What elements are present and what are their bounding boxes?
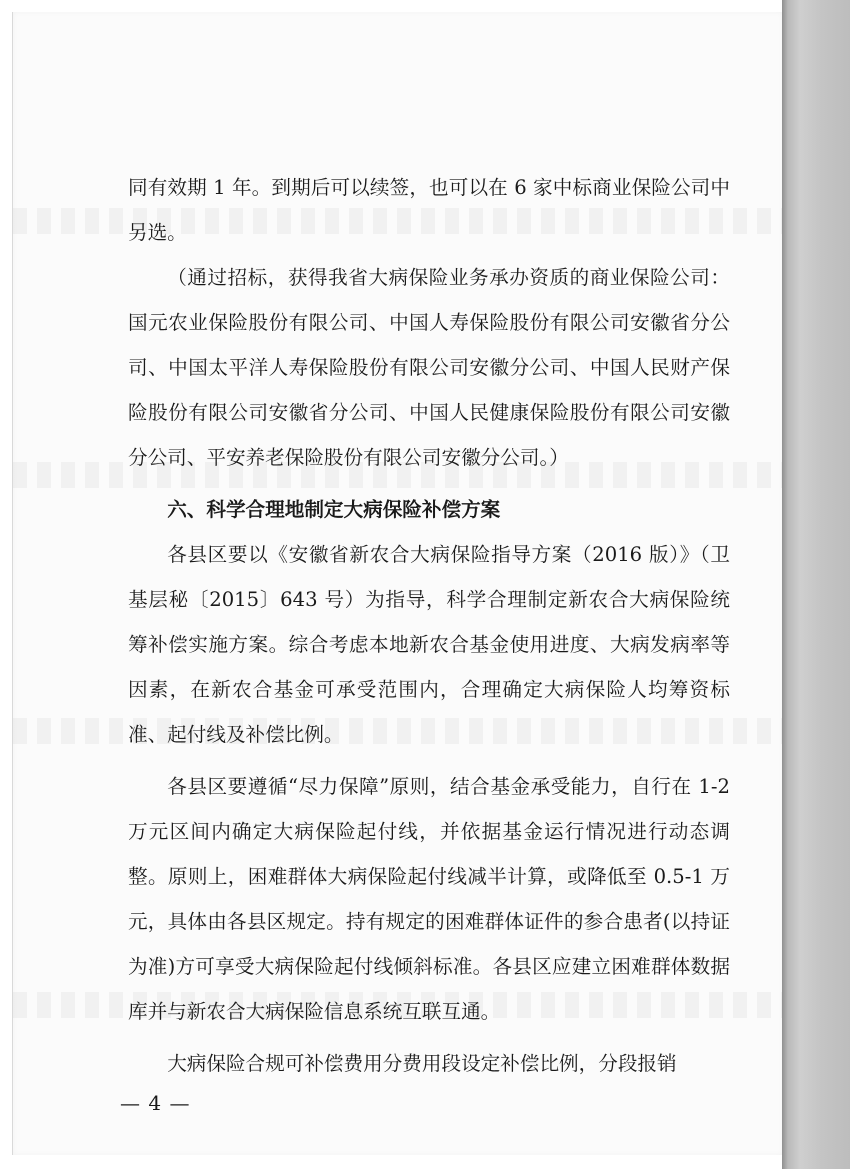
paragraph-reimbursement-segments: 大病保险合规可补偿费用分费用段设定补偿比例，分段报销 [167,1052,677,1075]
paragraph-deductible-line: 各县区要遵循“尽力保障”原则，结合基金承受能力，自行在 1-2 万元区间内确定大病保险起付线，并依据基金运行情况进行动态调整。原则上，困难群体大病保险起付线减半计算，或降低至 0.5-1 万元，具体由各县区规定。持有规定的困难群体证件的参合患者(以持证为准)方可享受大病保险起付线倾斜标准。各县区应建立困难群体数据库并与新农合大病保险信息系统互联互通。 [128,775,730,1023]
scanner-edge-shadow [782,0,850,1169]
section-heading: 六、科学合理地制定大病保险补偿方案 [167,498,501,521]
paragraph-compensation-plan: 各县区要以《安徽省新农合大病保险指导方案（2016 版）》（卫基层秘〔2015〕643 号）为指导，科学合理制定新农合大病保险统筹补偿实施方案。综合考虑本地新农合基金使用进度、大病发病率等因素，在新农合基金可承受范围内，合理确定大病保险人均筹资标准、起付线及补偿比例。 [128,543,730,746]
scan-top-margin [0,0,782,12]
paragraph-insurers-list: （通过招标，获得我省大病保险业务承办资质的商业保险公司：国元农业保险股份有限公司、中国人寿保险股份有限公司安徽省分公司、中国太平洋人寿保险股份有限公司安徽分公司、中国人民财产保险股份有限公司安徽省分公司、中国人民健康保险股份有限公司安徽分公司、平安养老保险股份有限公司安徽分公司。） [128,266,730,469]
page-number: — 4 — [120,1091,191,1115]
document-body [128,165,730,1086]
paragraph-contract-term: 同有效期 1 年。到期后可以续签，也可以在 6 家中标商业保险公司中另选。 [128,176,730,244]
